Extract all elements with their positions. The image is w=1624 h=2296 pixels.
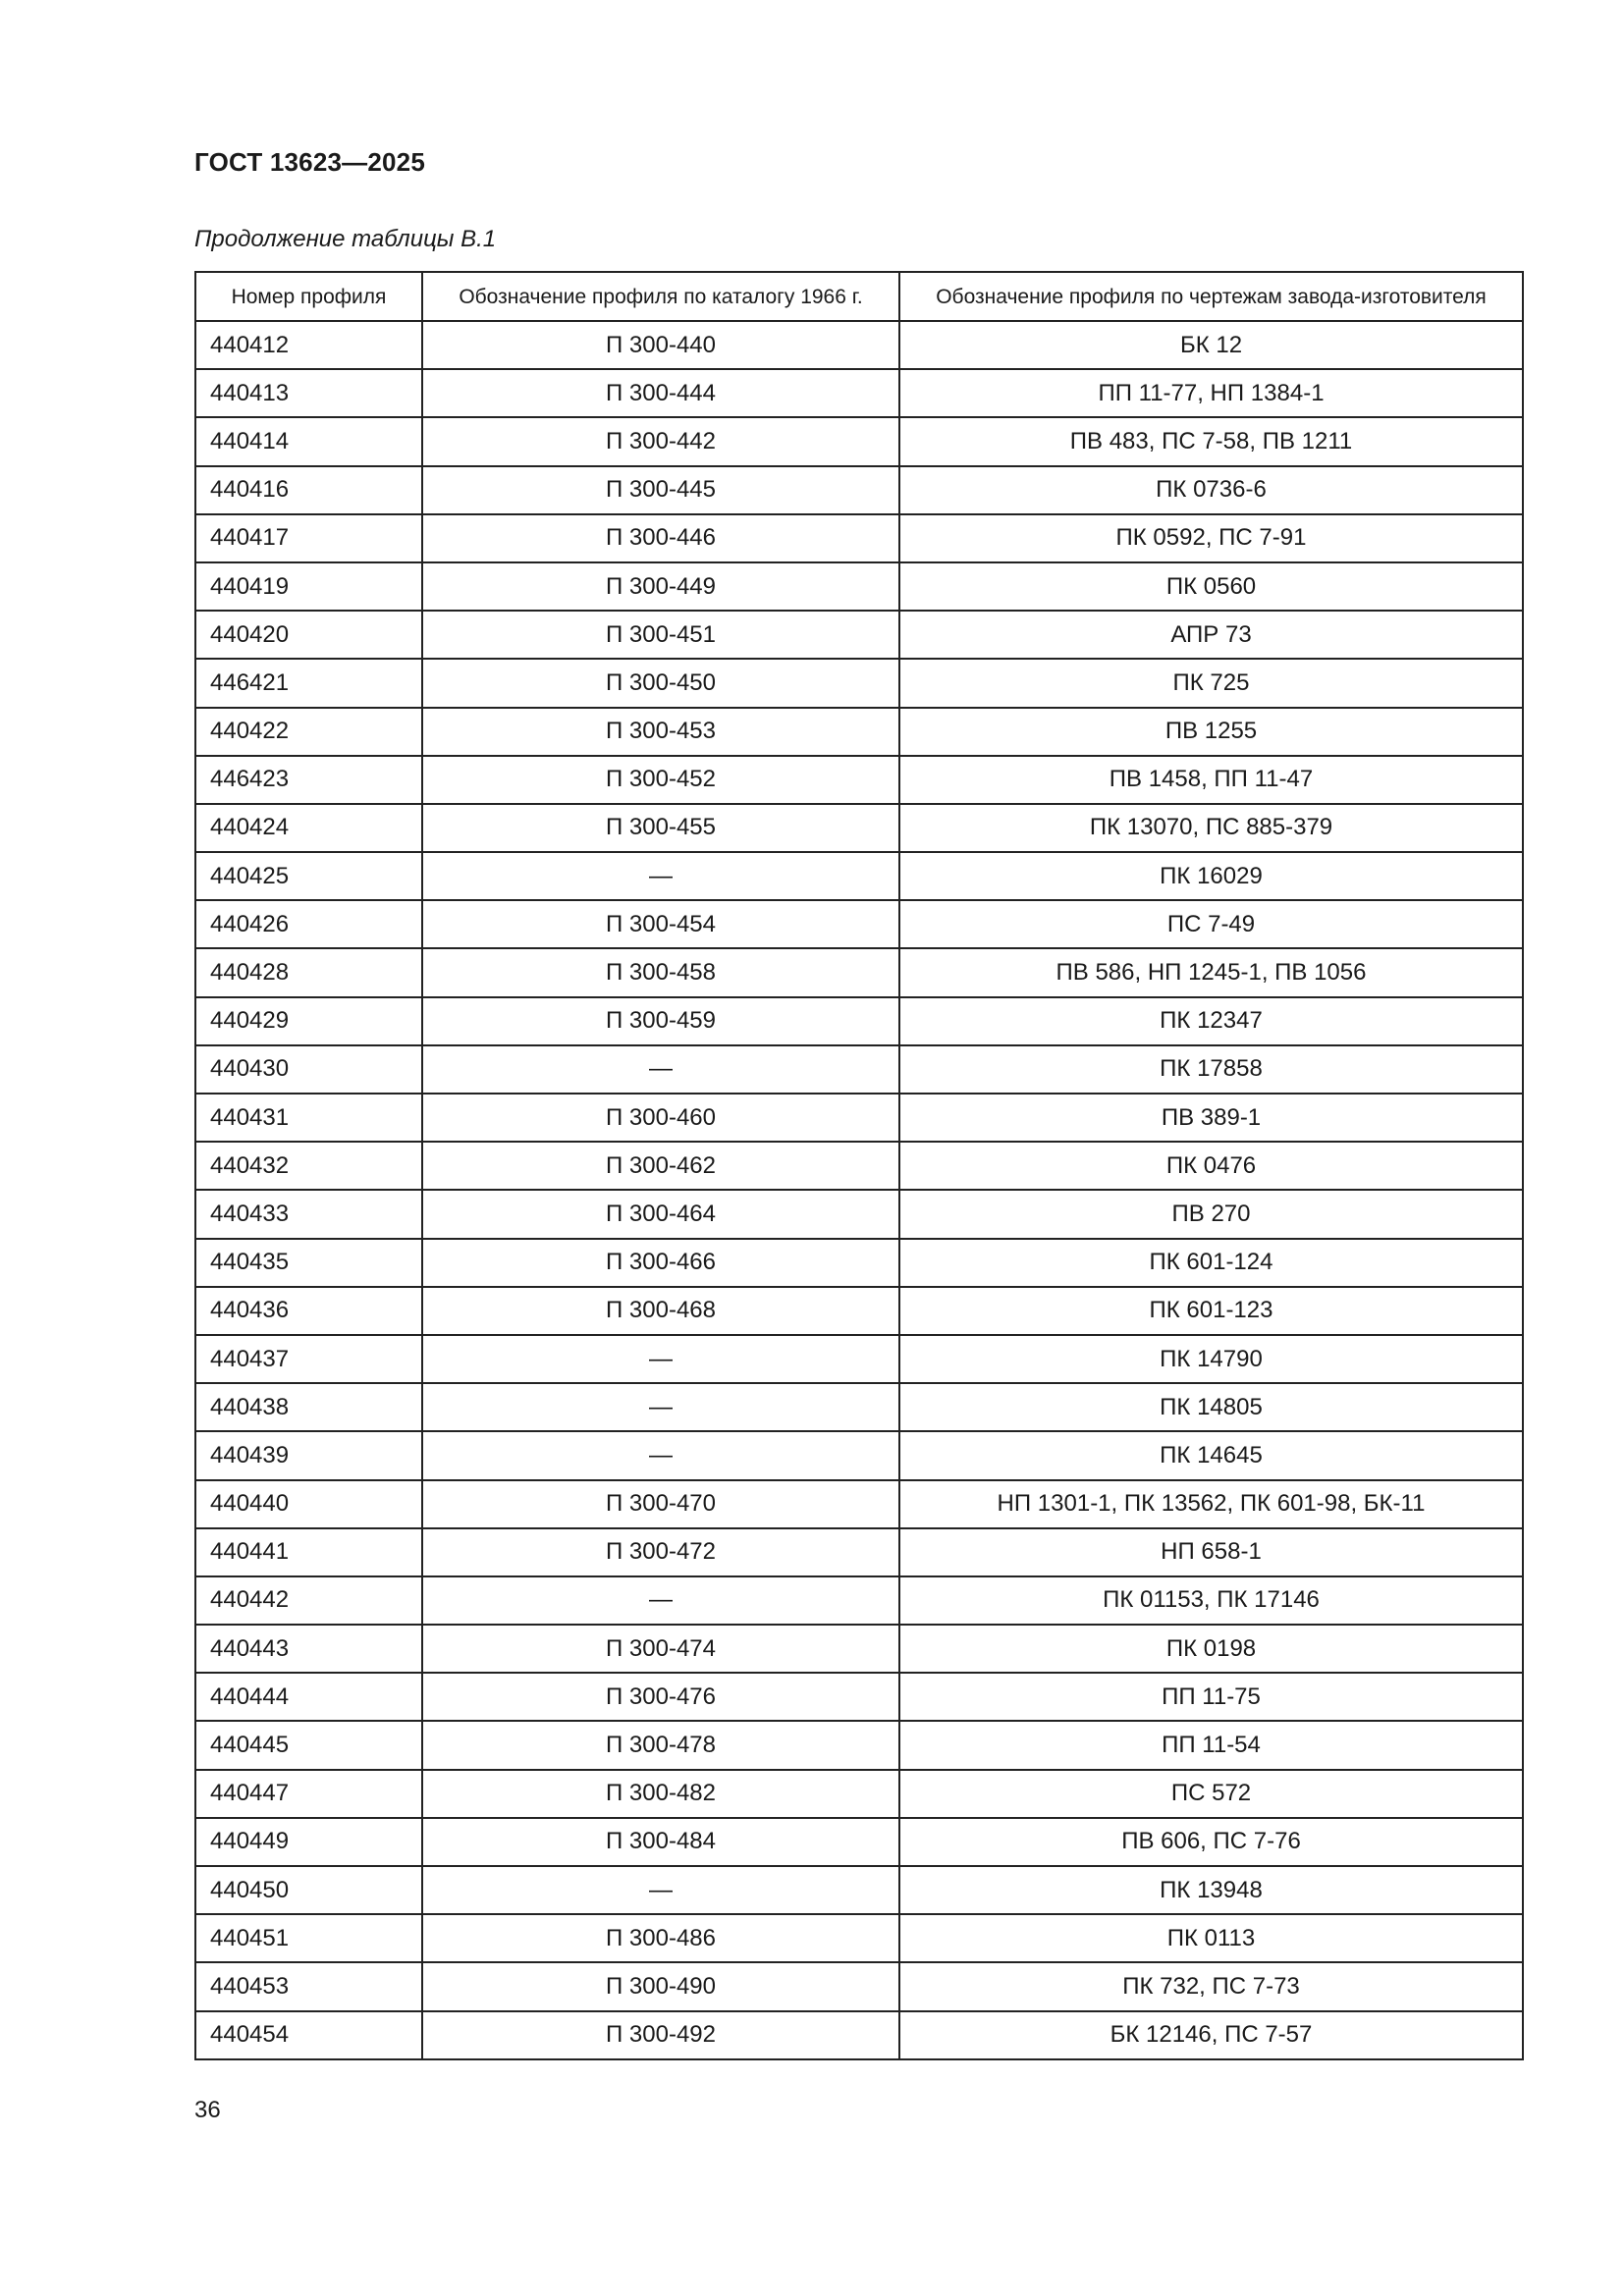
table-row bbox=[195, 1721, 1523, 1769]
factory-designation-cell: ПВ 483, ПС 7-58, ПВ 1211 bbox=[899, 417, 1523, 465]
table-row bbox=[195, 417, 1523, 465]
catalog-designation-cell: — bbox=[422, 1431, 899, 1479]
factory-designation-cell: НП 1301-1, ПК 13562, ПК 601-98, БК-11 bbox=[899, 1480, 1523, 1528]
table-row bbox=[195, 1239, 1523, 1287]
factory-designation-cell: ПС 7-49 bbox=[899, 900, 1523, 948]
profile-number-cell: 440435 bbox=[195, 1239, 422, 1287]
profile-number-cell: 440417 bbox=[195, 514, 422, 562]
profile-number-cell: 440429 bbox=[195, 997, 422, 1045]
table-row bbox=[195, 900, 1523, 948]
profile-number-cell: 440447 bbox=[195, 1770, 422, 1818]
catalog-designation-cell: П 300-482 bbox=[422, 1770, 899, 1818]
factory-designation-cell: ПК 725 bbox=[899, 659, 1523, 707]
catalog-designation-cell: П 300-455 bbox=[422, 804, 899, 852]
profile-number-cell: 440451 bbox=[195, 1914, 422, 1962]
catalog-designation-cell: П 300-468 bbox=[422, 1287, 899, 1335]
table-row bbox=[195, 562, 1523, 611]
profile-number-cell: 440453 bbox=[195, 1962, 422, 2010]
factory-designation-cell: ПП 11-77, НП 1384-1 bbox=[899, 369, 1523, 417]
profile-number-cell: 440416 bbox=[195, 466, 422, 514]
table-row bbox=[195, 321, 1523, 369]
factory-designation-cell: БК 12146, ПС 7-57 bbox=[899, 2011, 1523, 2059]
table-row bbox=[195, 1383, 1523, 1431]
profile-number-cell: 440441 bbox=[195, 1528, 422, 1576]
factory-designation-cell: ПК 0113 bbox=[899, 1914, 1523, 1962]
table-caption: Продолжение таблицы В.1 bbox=[194, 226, 497, 252]
factory-designation-cell: ПК 14805 bbox=[899, 1383, 1523, 1431]
profile-number-cell: 440428 bbox=[195, 948, 422, 996]
profile-number-cell: 440444 bbox=[195, 1673, 422, 1721]
profile-number-cell: 440440 bbox=[195, 1480, 422, 1528]
profile-number-cell: 440422 bbox=[195, 708, 422, 756]
factory-designation-cell: ПК 17858 bbox=[899, 1045, 1523, 1094]
table-row bbox=[195, 1576, 1523, 1625]
factory-designation-cell: ПК 0592, ПС 7-91 bbox=[899, 514, 1523, 562]
profile-number-cell: 440419 bbox=[195, 562, 422, 611]
table-row bbox=[195, 804, 1523, 852]
catalog-designation-cell: П 300-476 bbox=[422, 1673, 899, 1721]
catalog-designation-cell: П 300-449 bbox=[422, 562, 899, 611]
factory-designation-cell: ПВ 606, ПС 7-76 bbox=[899, 1818, 1523, 1866]
table-row bbox=[195, 852, 1523, 900]
factory-designation-cell: ПК 0198 bbox=[899, 1625, 1523, 1673]
document-code: ГОСТ 13623—2025 bbox=[194, 147, 425, 177]
profile-number-cell: 440413 bbox=[195, 369, 422, 417]
factory-designation-cell: ПК 601-123 bbox=[899, 1287, 1523, 1335]
table-row bbox=[195, 466, 1523, 514]
catalog-designation-cell: П 300-464 bbox=[422, 1190, 899, 1238]
column-header-factory-drawings: Обозначение профиля по чертежам завода-изготовителя bbox=[899, 272, 1523, 321]
profile-number-cell: 440442 bbox=[195, 1576, 422, 1625]
table-row bbox=[195, 1914, 1523, 1962]
catalog-designation-cell: П 300-478 bbox=[422, 1721, 899, 1769]
catalog-designation-cell: П 300-486 bbox=[422, 1914, 899, 1962]
table-body bbox=[195, 321, 1523, 2059]
factory-designation-cell: ПВ 586, НП 1245-1, ПВ 1056 bbox=[899, 948, 1523, 996]
profile-number-cell: 446423 bbox=[195, 756, 422, 804]
factory-designation-cell: АПР 73 bbox=[899, 611, 1523, 659]
catalog-designation-cell: П 300-444 bbox=[422, 369, 899, 417]
table-row bbox=[195, 1866, 1523, 1914]
profile-number-cell: 440433 bbox=[195, 1190, 422, 1238]
profile-number-cell: 440437 bbox=[195, 1335, 422, 1383]
table-row bbox=[195, 1045, 1523, 1094]
factory-designation-cell: ПВ 389-1 bbox=[899, 1094, 1523, 1142]
catalog-designation-cell: П 300-450 bbox=[422, 659, 899, 707]
catalog-designation-cell: П 300-452 bbox=[422, 756, 899, 804]
catalog-designation-cell: П 300-459 bbox=[422, 997, 899, 1045]
catalog-designation-cell: П 300-445 bbox=[422, 466, 899, 514]
catalog-designation-cell: П 300-466 bbox=[422, 1239, 899, 1287]
profile-number-cell: 440424 bbox=[195, 804, 422, 852]
catalog-designation-cell: П 300-490 bbox=[422, 1962, 899, 2010]
catalog-designation-cell: П 300-440 bbox=[422, 321, 899, 369]
table-row bbox=[195, 1142, 1523, 1190]
catalog-designation-cell: П 300-462 bbox=[422, 1142, 899, 1190]
catalog-designation-cell: П 300-474 bbox=[422, 1625, 899, 1673]
catalog-designation-cell: П 300-454 bbox=[422, 900, 899, 948]
table-row bbox=[195, 1431, 1523, 1479]
factory-designation-cell: ПК 13070, ПС 885-379 bbox=[899, 804, 1523, 852]
table-row bbox=[195, 1818, 1523, 1866]
table-row bbox=[195, 1190, 1523, 1238]
table-row bbox=[195, 611, 1523, 659]
header-row bbox=[195, 272, 1523, 321]
table-row bbox=[195, 756, 1523, 804]
catalog-designation-cell: — bbox=[422, 1576, 899, 1625]
table-row bbox=[195, 1287, 1523, 1335]
profile-number-cell: 440412 bbox=[195, 321, 422, 369]
profile-number-cell: 440414 bbox=[195, 417, 422, 465]
catalog-designation-cell: — bbox=[422, 852, 899, 900]
table-row bbox=[195, 1335, 1523, 1383]
table-row bbox=[195, 1528, 1523, 1576]
table-row bbox=[195, 659, 1523, 707]
factory-designation-cell: ПП 11-75 bbox=[899, 1673, 1523, 1721]
factory-designation-cell: ПК 01153, ПК 17146 bbox=[899, 1576, 1523, 1625]
profile-number-cell: 440439 bbox=[195, 1431, 422, 1479]
catalog-designation-cell: П 300-472 bbox=[422, 1528, 899, 1576]
column-header-profile-number: Номер профиля bbox=[195, 272, 422, 321]
factory-designation-cell: ПК 732, ПС 7-73 bbox=[899, 1962, 1523, 2010]
profiles-table bbox=[194, 271, 1524, 2060]
factory-designation-cell: ПК 16029 bbox=[899, 852, 1523, 900]
profile-number-cell: 440426 bbox=[195, 900, 422, 948]
profile-number-cell: 440432 bbox=[195, 1142, 422, 1190]
profile-number-cell: 440431 bbox=[195, 1094, 422, 1142]
table-row bbox=[195, 1962, 1523, 2010]
table-row bbox=[195, 997, 1523, 1045]
catalog-designation-cell: П 300-451 bbox=[422, 611, 899, 659]
table-row bbox=[195, 514, 1523, 562]
catalog-designation-cell: П 300-460 bbox=[422, 1094, 899, 1142]
profile-number-cell: 440449 bbox=[195, 1818, 422, 1866]
catalog-designation-cell: — bbox=[422, 1045, 899, 1094]
catalog-designation-cell: — bbox=[422, 1335, 899, 1383]
factory-designation-cell: ПК 12347 bbox=[899, 997, 1523, 1045]
factory-designation-cell: ПК 0560 bbox=[899, 562, 1523, 611]
table-row bbox=[195, 1770, 1523, 1818]
profile-number-cell: 440420 bbox=[195, 611, 422, 659]
column-header-catalog-1966: Обозначение профиля по каталогу 1966 г. bbox=[422, 272, 899, 321]
catalog-designation-cell: П 300-446 bbox=[422, 514, 899, 562]
table-row bbox=[195, 708, 1523, 756]
factory-designation-cell: ПК 14645 bbox=[899, 1431, 1523, 1479]
catalog-designation-cell: — bbox=[422, 1383, 899, 1431]
factory-designation-cell: ПП 11-54 bbox=[899, 1721, 1523, 1769]
page-number: 36 bbox=[194, 2097, 221, 2123]
factory-designation-cell: ПВ 1458, ПП 11-47 bbox=[899, 756, 1523, 804]
table-row bbox=[195, 2011, 1523, 2059]
profile-number-cell: 440438 bbox=[195, 1383, 422, 1431]
factory-designation-cell: ПК 0736-6 bbox=[899, 466, 1523, 514]
factory-designation-cell: БК 12 bbox=[899, 321, 1523, 369]
table-header bbox=[195, 272, 1523, 321]
profile-number-cell: 440450 bbox=[195, 1866, 422, 1914]
catalog-designation-cell: П 300-492 bbox=[422, 2011, 899, 2059]
factory-designation-cell: ПС 572 bbox=[899, 1770, 1523, 1818]
factory-designation-cell: ПВ 1255 bbox=[899, 708, 1523, 756]
catalog-designation-cell: П 300-458 bbox=[422, 948, 899, 996]
table-row bbox=[195, 1480, 1523, 1528]
factory-designation-cell: ПВ 270 bbox=[899, 1190, 1523, 1238]
profile-number-cell: 440430 bbox=[195, 1045, 422, 1094]
profile-number-cell: 440445 bbox=[195, 1721, 422, 1769]
catalog-designation-cell: П 300-484 bbox=[422, 1818, 899, 1866]
table-row bbox=[195, 1094, 1523, 1142]
factory-designation-cell: ПК 14790 bbox=[899, 1335, 1523, 1383]
catalog-designation-cell: П 300-442 bbox=[422, 417, 899, 465]
catalog-designation-cell: — bbox=[422, 1866, 899, 1914]
profile-number-cell: 446421 bbox=[195, 659, 422, 707]
table-row bbox=[195, 1625, 1523, 1673]
catalog-designation-cell: П 300-470 bbox=[422, 1480, 899, 1528]
factory-designation-cell: ПК 601-124 bbox=[899, 1239, 1523, 1287]
profile-number-cell: 440454 bbox=[195, 2011, 422, 2059]
catalog-designation-cell: П 300-453 bbox=[422, 708, 899, 756]
table-row bbox=[195, 948, 1523, 996]
profile-number-cell: 440425 bbox=[195, 852, 422, 900]
factory-designation-cell: НП 658-1 bbox=[899, 1528, 1523, 1576]
factory-designation-cell: ПК 13948 bbox=[899, 1866, 1523, 1914]
table-row bbox=[195, 369, 1523, 417]
table-row bbox=[195, 1673, 1523, 1721]
profile-number-cell: 440436 bbox=[195, 1287, 422, 1335]
factory-designation-cell: ПК 0476 bbox=[899, 1142, 1523, 1190]
profile-number-cell: 440443 bbox=[195, 1625, 422, 1673]
